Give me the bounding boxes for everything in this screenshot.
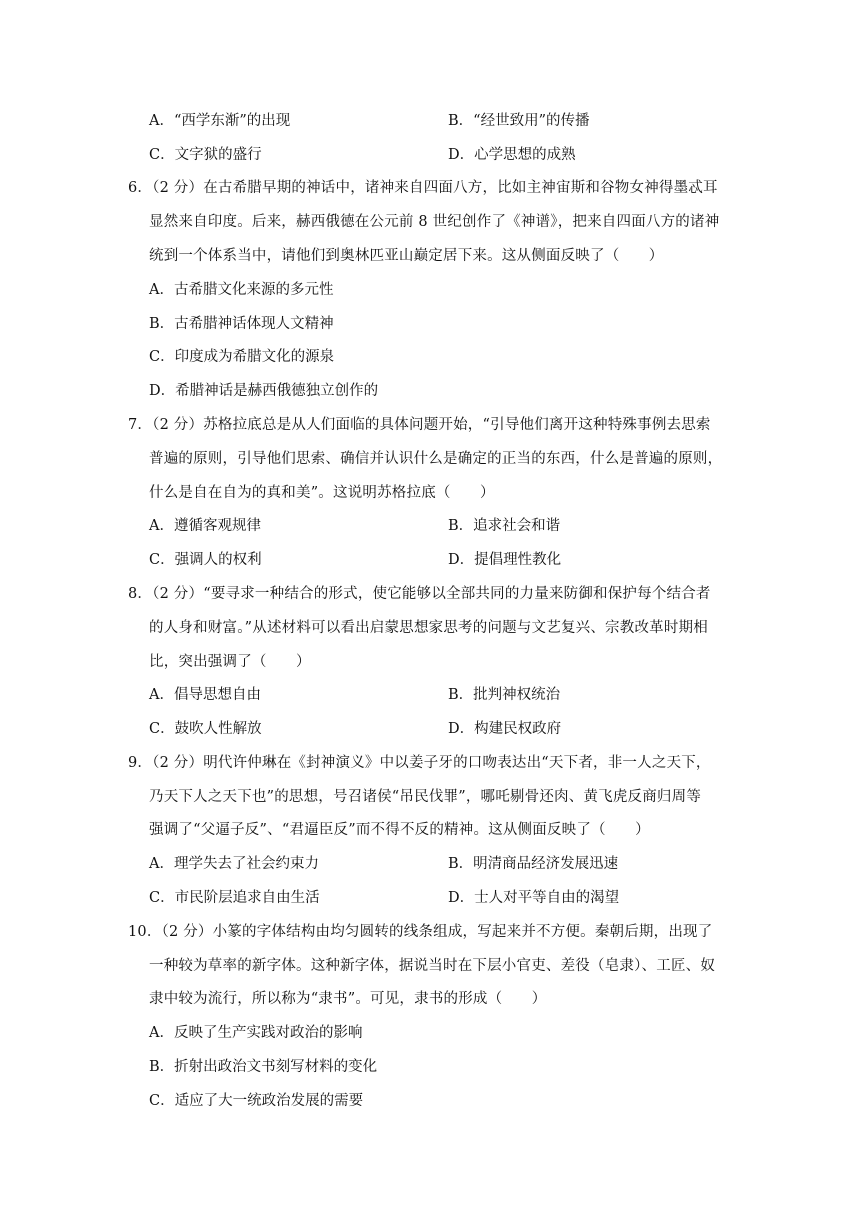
option-6a: A．古希腊文化来源的多元性 bbox=[149, 282, 334, 298]
option-9c: C．市民阶层追求自由生活 bbox=[149, 890, 320, 906]
question-6-line-3: 统到一个体系当中，请他们到奥林匹亚山巅定居下来。这从侧面反映了（ ） bbox=[149, 248, 664, 264]
option-7a: A．遵循客观规律 bbox=[149, 518, 261, 534]
option-9b: B．明清商品经济发展迅速 bbox=[448, 856, 619, 872]
question-9-line-2: 乃天下人之天下也”的思想，号召诸侯“吊民伐罪”，哪吒剔骨还肉、黄飞虎反商归周等 bbox=[149, 789, 702, 805]
option-6d: D．希腊神话是赫西俄德独立创作的 bbox=[149, 383, 379, 399]
question-9-line-3: 强调了“父逼子反”、“君逼臣反”而不得不反的精神。这从侧面反映了（ ） bbox=[149, 822, 650, 838]
option-7b: B．追求社会和谐 bbox=[448, 518, 561, 534]
option-5c: C．文字狱的盛行 bbox=[149, 147, 262, 163]
option-10a: A．反映了生产实践对政治的影响 bbox=[149, 1025, 363, 1041]
option-5d: D．心学思想的成熟 bbox=[448, 147, 576, 163]
option-6b: B．古希腊神话体现人文精神 bbox=[149, 316, 334, 332]
option-8c: C．鼓吹人性解放 bbox=[149, 721, 262, 737]
question-9-line-1: 9．（2 分）明代许仲琳在《封神演义》中以姜子牙的口吻表达出“天下者，非一人之天下， bbox=[128, 755, 711, 771]
question-7-line-1: 7．（2 分）苏格拉底总是从人们面临的具体问题开始，“引导他们离开这种特殊事例去思索 bbox=[128, 417, 711, 433]
option-6c: C．印度成为希腊文化的源泉 bbox=[149, 349, 335, 365]
question-6-line-2: 显然来自印度。后来，赫西俄德在公元前 8 世纪创作了《神谱》，把来自四面八方的诸神 bbox=[149, 214, 720, 230]
question-8-line-3: 比，突出强调了（ ） bbox=[149, 654, 311, 670]
option-10c: C．适应了大一统政治发展的需要 bbox=[149, 1093, 364, 1109]
question-8-line-1: 8．（2 分）“要寻求一种结合的形式，使它能够以全部共同的力量来防御和保护每个结合者 bbox=[128, 586, 711, 602]
question-10-line-1: 10．（2 分）小篆的字体结构由均匀圆转的线条组成，写起来并不方便。秦朝后期，出现了 bbox=[128, 924, 713, 940]
question-7-line-2: 普遍的原则，引导他们思索、确信并认识什么是确定的正当的东西，什么是普遍的原则， bbox=[149, 451, 723, 467]
question-6-line-1: 6．（2 分）在古希腊早期的神话中，诸神来自四面八方，比如主神宙斯和谷物女神得墨忒耳 bbox=[128, 180, 718, 196]
question-8-line-2: 的人身和财富。”从述材料可以看出启蒙思想家思考的问题与文艺复兴、宗教改革时期相 bbox=[149, 620, 708, 636]
option-7d: D．提倡理性教化 bbox=[448, 552, 562, 568]
option-9d: D．士人对平等自由的渴望 bbox=[448, 890, 620, 906]
option-9a: A．理学失去了社会约束力 bbox=[149, 856, 319, 872]
option-10b: B．折射出政治文书刻写材料的变化 bbox=[149, 1059, 378, 1075]
option-7c: C．强调人的权利 bbox=[149, 552, 262, 568]
question-10-line-3: 隶中较为流行，所以称为“隶书”。可见，隶书的形成（ ） bbox=[149, 991, 547, 1007]
question-7-line-3: 什么是自在自为的真和美”。这说明苏格拉底（ ） bbox=[149, 485, 495, 501]
question-10-line-2: 一种较为草率的新字体。这种新字体，据说当时在下层小官吏、差役（皂隶）、工匠、奴 bbox=[149, 958, 716, 974]
option-8d: D．构建民权政府 bbox=[448, 721, 562, 737]
option-8b: B．批判神权统治 bbox=[448, 687, 561, 703]
option-8a: A．倡导思想自由 bbox=[149, 687, 261, 703]
option-5b: B．“经世致用”的传播 bbox=[448, 113, 590, 129]
option-5a: A．“西学东渐”的出现 bbox=[149, 113, 291, 129]
